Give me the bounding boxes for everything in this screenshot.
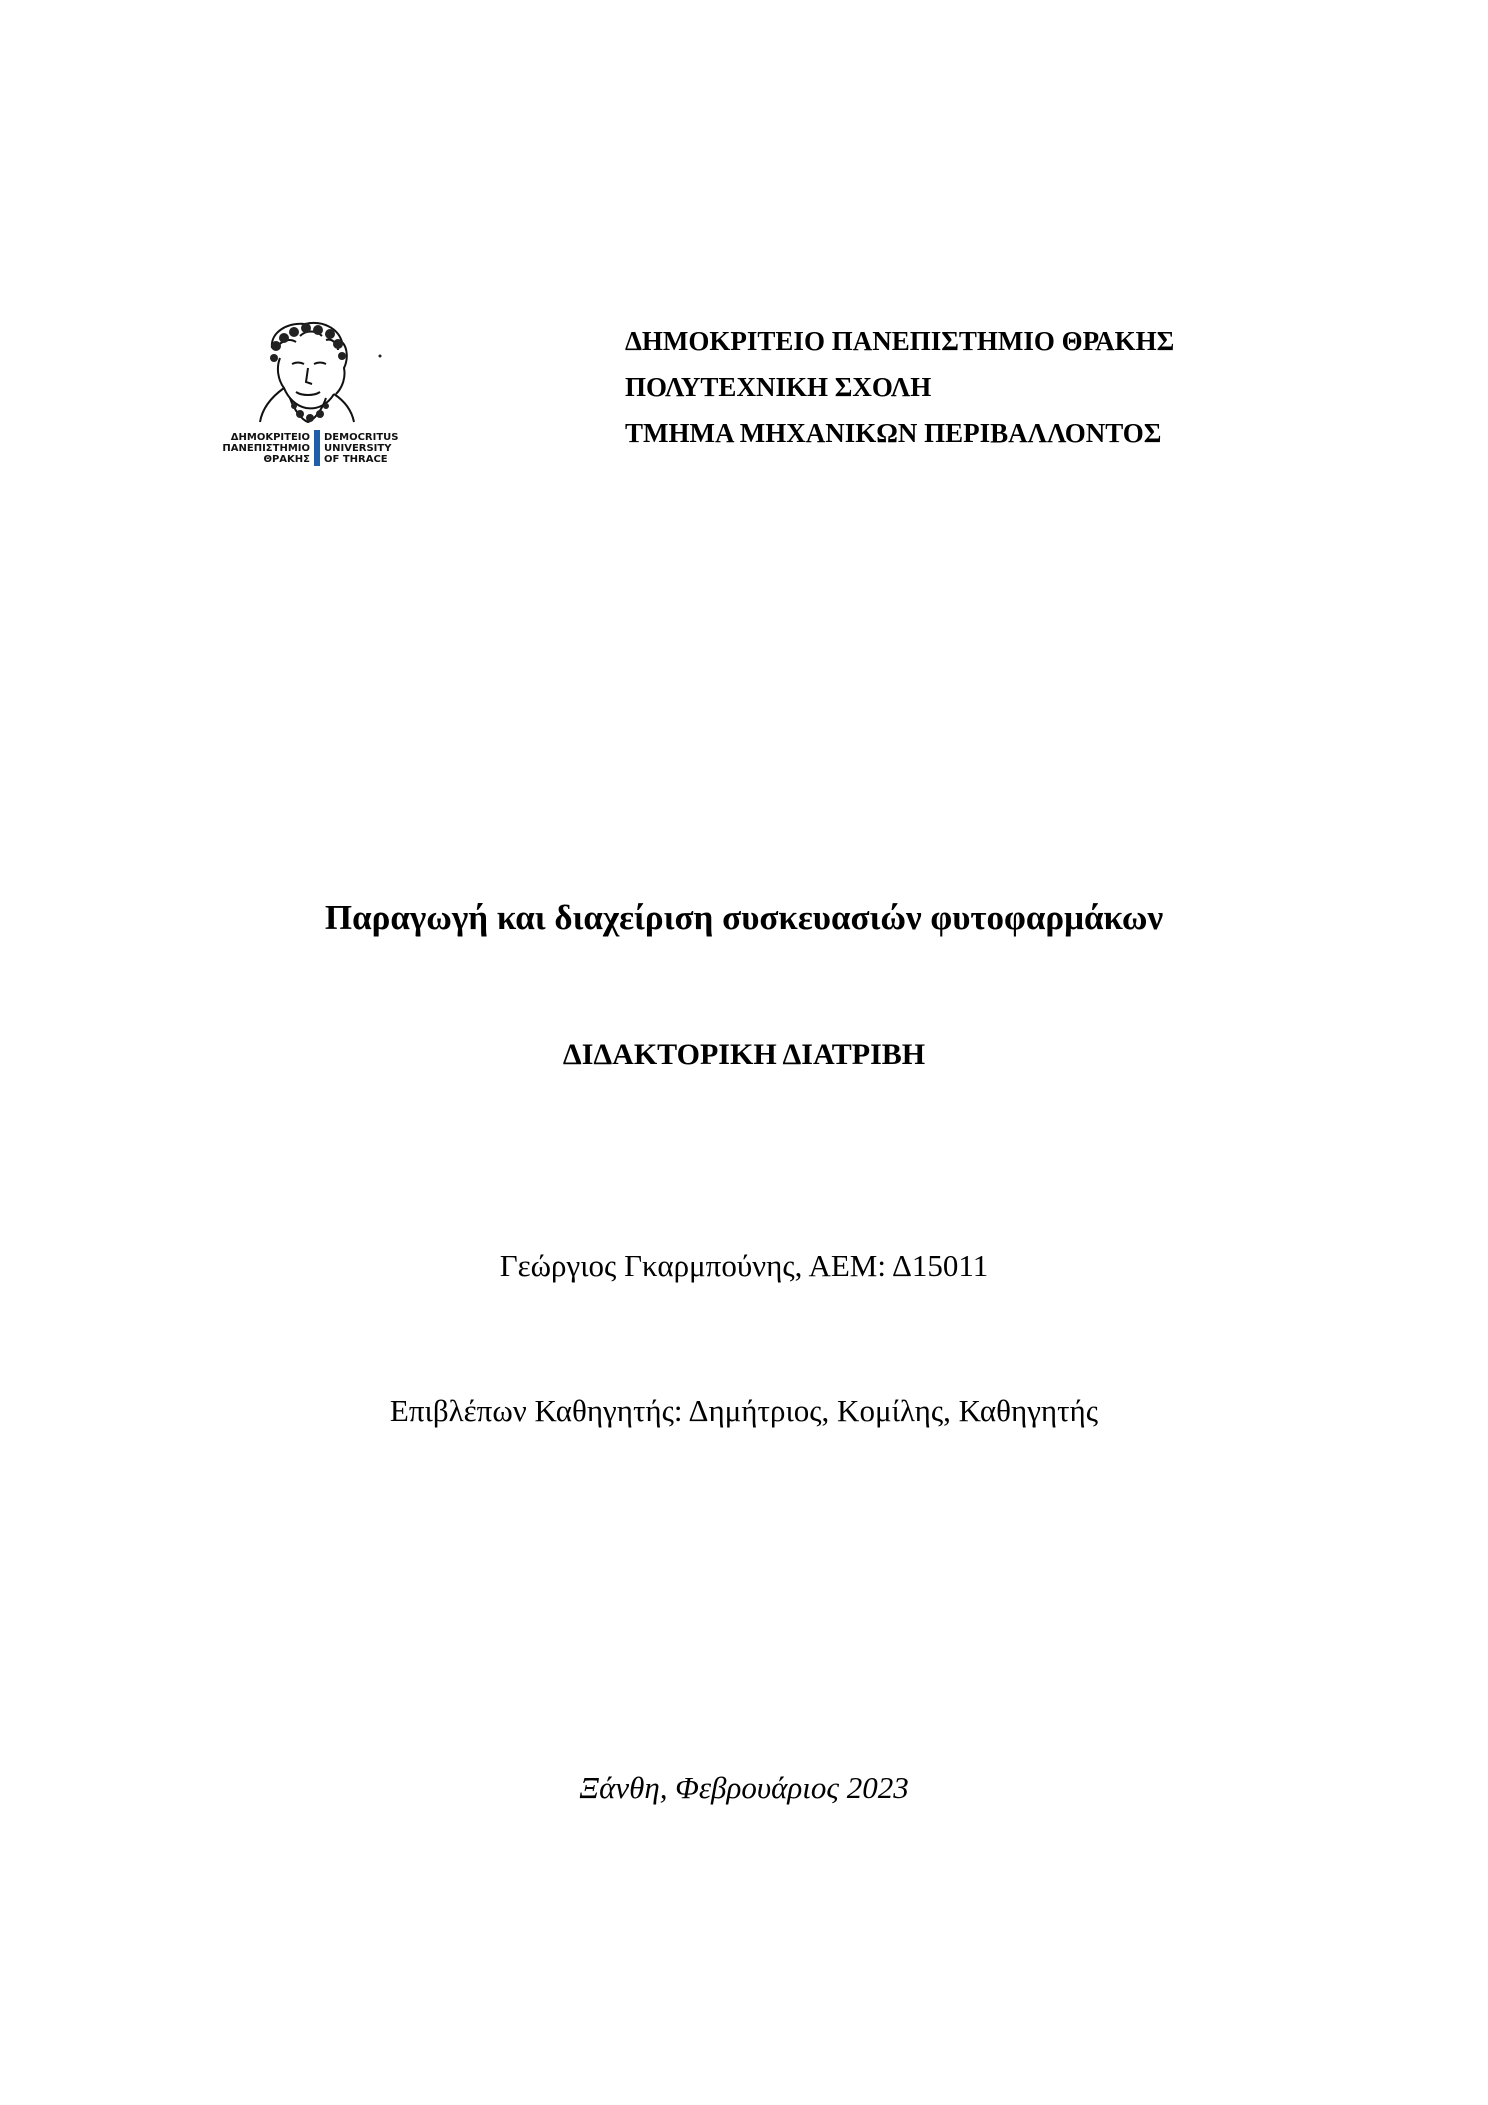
institution-header [625, 318, 1174, 456]
thesis-title: Παραγωγή και διαχείριση συσκευασιών φυτοφαρμάκων [324, 898, 1164, 937]
logo-text-english-1: DEMOCRITUS [324, 432, 399, 443]
supervisor-line: Επιβλέπων Καθηγητής: Δημήτριος, Κομίλης, Καθηγητής [389, 1393, 1099, 1428]
department-name: ΤΜΗΜΑ ΜΗΧΑΝΙΚΩΝ ΠΕΡΙΒΑΛΛΟΝΤΟΣ [625, 418, 1162, 448]
logo-text-greek-1: ΔΗΜΟΚΡΙΤΕΙΟ [230, 432, 310, 443]
logo-text-english-3: OF THRACE [324, 454, 388, 465]
democritus-university-logo-icon [210, 318, 415, 468]
document-type: ΔΙΔΑΚΤΟΡΙΚΗ ΔΙΑΤΡΙΒΗ [562, 1038, 926, 1071]
place-and-date: Ξάνθη, Φεβρουάριος 2023 [579, 1770, 909, 1805]
logo-text-english-2: UNIVERSITY [324, 443, 392, 454]
logo-text-greek-3: ΘΡΑΚΗΣ [263, 454, 310, 465]
university-name: ΔΗΜΟΚΡΙΤΕΙΟ ΠΑΝΕΠΙΣΤΗΜΙΟ ΘΡΑΚΗΣ [625, 326, 1175, 356]
university-logo [210, 318, 415, 468]
school-name: ΠΟΛΥΤΕΧΝΙΚΗ ΣΧΟΛΗ [625, 372, 932, 402]
author-line: Γεώργιος Γκαρμπούνης, ΑΕΜ: Δ15011 [499, 1248, 989, 1283]
logo-text-greek-2: ΠΑΝΕΠΙΣΤΗΜΙΟ [222, 443, 310, 454]
